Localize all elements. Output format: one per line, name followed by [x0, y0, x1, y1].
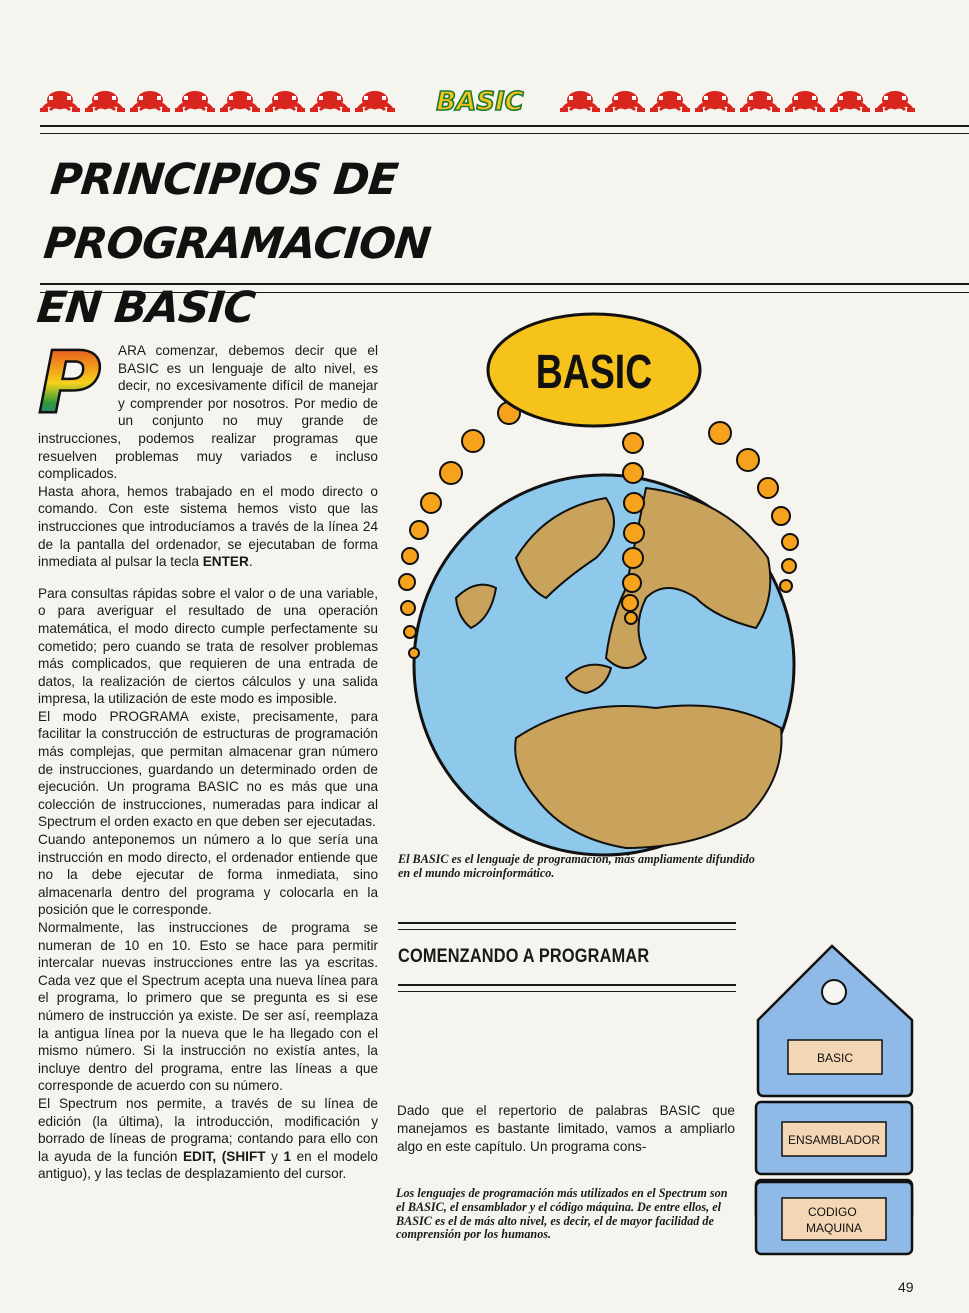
- top-rule: [40, 125, 969, 127]
- title-rule: [40, 283, 969, 285]
- section-rule-bottom-2: [398, 991, 736, 992]
- level-label-ensamblador: ENSAMBLADOR: [787, 1133, 881, 1147]
- level-label-basic: BASIC: [816, 1051, 854, 1065]
- paragraph-4: El modo PROGRAMA existe, precisamente, para facilitar la construcción de estructuras de programación más complejas, que permitan almacenar gran número de instrucciones, guardando un determinado orden de ejecución. Un programa BASIC no es más que una colección de instrucciones, numeradas para indicar al Spectrum el orden exacto en que deben ser ejecutadas.: [38, 708, 378, 830]
- tag-ensamblador: [756, 1102, 912, 1174]
- body-column: [38, 342, 378, 1183]
- section-rule-top-2: [398, 929, 736, 930]
- section-heading: COMENZANDO A PROGRAMAR: [398, 946, 650, 967]
- figure-1-caption: El BASIC es el lenguaje de programación, más ampliamente difundido en el mundo microinformático.: [398, 852, 755, 880]
- section-rule-bottom: [398, 984, 736, 986]
- basic-bubble: [488, 314, 700, 426]
- globe-icon: [414, 475, 794, 855]
- tag-hole-icon: [822, 980, 846, 1004]
- invader-row-left: [40, 91, 395, 112]
- one-key-label: 1: [283, 1148, 292, 1164]
- bubble-label: BASIC: [535, 345, 653, 400]
- paragraph-2: Hasta ahora, hemos trabajado en el modo directo o comando. Con este sistema hemos visto que las instrucciones que introducíamos a través de la línea 24 de la pantalla del ordenador, se ejecutaban de forma inmediata al pulsar la tecla ENTER.: [38, 483, 378, 570]
- drop-cap-p: [34, 342, 112, 424]
- figure-2-caption: Los lenguajes de programación más utilizados en el Spectrum son el BASIC, el ensamblador y el código máquina. De entre ellos, el BASIC es el de más alto nivel, es decir, el de mayor facilidad de comprensión por los humanos.: [396, 1186, 728, 1242]
- edit-key-label: EDIT,: [182, 1148, 217, 1164]
- paragraph-6: Normalmente, las instrucciones de programa se numeran de 10 en 10. Esto se hace para permitir intercalar nuevas instrucciones entre las ya escritas. Cada vez que el Spectrum acepta una nueva línea para el programa, lo primero que se pregunta es si ese número de instrucción ya existe. De ser así, reemplaza la antigua línea por la nueva que le ha llegado con el mismo número. Si la instrucción no existía antes, la incluye dentro del programa, entre las líneas a que corresponde de acuerdo con su número.: [38, 920, 378, 1094]
- paragraph-1: ARA comenzar, debemos decir que el BASIC es un lenguaje de alto nivel, es decir, no excesivamente difícil de manejar y comprender por nosotros. Por medio de un conjunto no muy grande de instrucciones, podemos realizar programas que resuelven problemas muy variados e incluso complicados.: [38, 343, 378, 482]
- globe-illustration: [396, 298, 816, 858]
- level-label-maquina: MAQUINA: [805, 1221, 863, 1235]
- language-levels-diagram: [752, 940, 922, 1220]
- section-tag: BASIC: [436, 87, 524, 117]
- section-rule-top: [398, 922, 736, 924]
- svg-text:P: P: [38, 342, 102, 424]
- level-label-codigo: CODIGO: [807, 1205, 857, 1219]
- shift-key-label: (SHIFT: [221, 1148, 266, 1164]
- enter-key-label: ENTER: [202, 554, 249, 570]
- page-number: 49: [898, 1279, 914, 1295]
- section-paragraph: Dado que el repertorio de palabras BASIC que manejamos es bastante limitado, vamos a ampliarlo algo en este capítulo. Un programa cons-: [397, 1103, 735, 1154]
- invader-row-right: [560, 91, 915, 112]
- top-rule-2: [40, 133, 969, 134]
- title-rule-2: [40, 292, 969, 293]
- header-banner: [40, 80, 930, 120]
- title-line-1: PRINCIPIOS DE PROGRAMACION: [41, 155, 433, 269]
- paragraph-3: Para consultas rápidas sobre el valor o de una variable, o para averiguar el resultado de una operación matemática, el modo directo cumple perfectamente su cometido; pero cuando se trata de resolver problemas más complicados, que requieren de una entrada de datos, la realización de ciertos cálculos y una salida impresa, la utilización de este modo es imposible.: [38, 585, 378, 707]
- paragraph-5: Cuando anteponemos un número a lo que sería una instrucción en modo directo, el ordenador entiende que no la debe ejecutar de forma inmediata, sino almacenarla dentro del programa y colocarla en la posición que le corresponde.: [38, 832, 378, 918]
- paragraph-7: El Spectrum nos permite, a través de su línea de edición (la última), la introducción, modificación y borrado de líneas de programa; contando para ello con la ayuda de la función EDIT, (SHIFT y 1 en el modelo antiguo), y las teclas de desplazamiento del cursor.: [38, 1095, 378, 1182]
- tag-basic: [758, 946, 912, 1096]
- title-line-2: EN BASIC: [34, 283, 257, 333]
- tag-codigo-maquina-panel: [752, 1180, 922, 1260]
